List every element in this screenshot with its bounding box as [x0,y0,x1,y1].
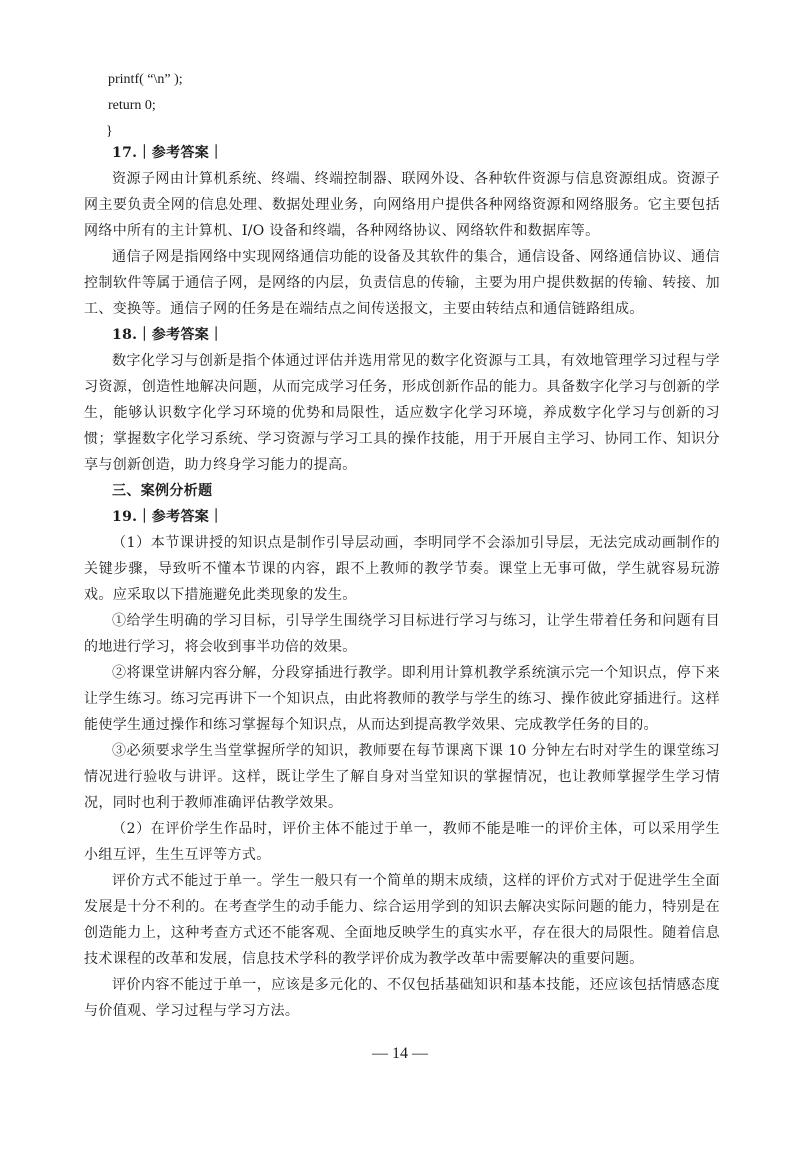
code-line-return: return 0; [108,98,156,113]
answer-19-measure-3: ③必须要求学生当堂掌握所学的知识，教师要在每节课离下课 10 分钟左右时对学生的课堂练习情况进行验收与讲评。这样，既让学生了解自身对当堂知识的掌握情况，也让教师掌握学生学习情况，同时也利于教师准确评估教学效果。 [84,743,720,811]
code-line-printf: printf( “\n” ); [108,72,183,87]
code-line-closing-brace: } [106,124,113,139]
answer-18-paragraph: 数字化学习与创新是指个体通过评估并选用常见的数字化资源与工具，有效地管理学习过程与学习资源，创造性地解决问题，从而完成学习任务，形成创新作品的能力。具备数字化学习与创新的学生，能够认识数字化学习环境的优势和局限性，适应数字化学习环境，养成数字化学习与创新的习惯；掌握数字化学习系统、学习资源与学习工具的操作技能，用于开展自主学习、协同工作、知识分享与创新创造，助力终身学习能力的提高。 [84,353,720,473]
answer-17-paragraph-2: 通信子网是指网络中实现网络通信功能的设备及其软件的集合，通信设备、网络通信协议、通信控制软件等属于通信子网，是网络的内层，负责信息的传输，主要为用户提供数据的传输、转接、加工、变换等。通信子网的任务是在端结点之间传送报文，主要由转结点和通信链路组成。 [84,249,720,317]
answer-19-heading: 19.｜参考答案｜ [112,509,224,525]
answer-19-evaluation-content: 评价内容不能过于单一，应该是多元化的、不仅包括基础知识和基本技能，还应该包括情感态度与价值观、学习过程与学习方法。 [84,977,720,1019]
page-number: — 14 — [372,1045,428,1062]
section-case-analysis-heading: 三、案例分析题 [112,483,213,499]
answer-content [84,140,720,1024]
answer-19-measure-2: ②将课堂讲解内容分解，分段穿插进行教学。即利用计算机教学系统演示完一个知识点，停下来让学生练习。练习完再讲下一个知识点，由此将教师的教学与学生的练习、操作彼此穿插进行。这样能使学生通过操作和练习掌握每个知识点，从而达到提高教学效果、完成教学任务的目的。 [84,665,720,733]
answer-17-paragraph-1: 资源子网由计算机系统、终端、终端控制器、联网外设、各种软件资源与信息资源组成。资源子网主要负责全网的信息处理、数据处理业务，向网络用户提供各种网络资源和网络服务。它主要包括网络中所有的主计算机、I/O 设备和终端，各种网络协议、网络软件和数据库等。 [84,171,720,239]
answer-19-evaluation-method: 评价方式不能过于单一。学生一般只有一个简单的期末成绩，这样的评价方式对于促进学生全面发展是十分不利的。在考查学生的动手能力、综合运用学到的知识去解决实际问题的能力，特别是在创造能力上，这种考查方式还不能客观、全面地反映学生的真实水平，存在很大的局限性。随着信息技术课程的改革和发展，信息技术学科的教学评价成为教学改革中需要解决的重要问题。 [84,873,720,967]
answer-19-measure-1: ①给学生明确的学习目标，引导学生围绕学习目标进行学习与练习，让学生带着任务和问题有目的地进行学习，将会收到事半功倍的效果。 [84,613,720,655]
answer-19-part-1-intro: （1）本节课讲授的知识点是制作引导层动画，李明同学不会添加引导层，无法完成动画制作的关键步骤，导致听不懂本节课的内容，跟不上教师的教学节奏。课堂上无事可做，学生就容易玩游戏。应采取以下措施避免此类现象的发生。 [84,535,720,603]
answer-18-heading: 18.｜参考答案｜ [112,327,224,343]
answer-17-heading: 17.｜参考答案｜ [112,145,224,161]
answer-19-part-2-intro: （2）在评价学生作品时，评价主体不能过于单一，教师不能是唯一的评价主体，可以采用学生小组互评，生生互评等方式。 [84,821,720,863]
